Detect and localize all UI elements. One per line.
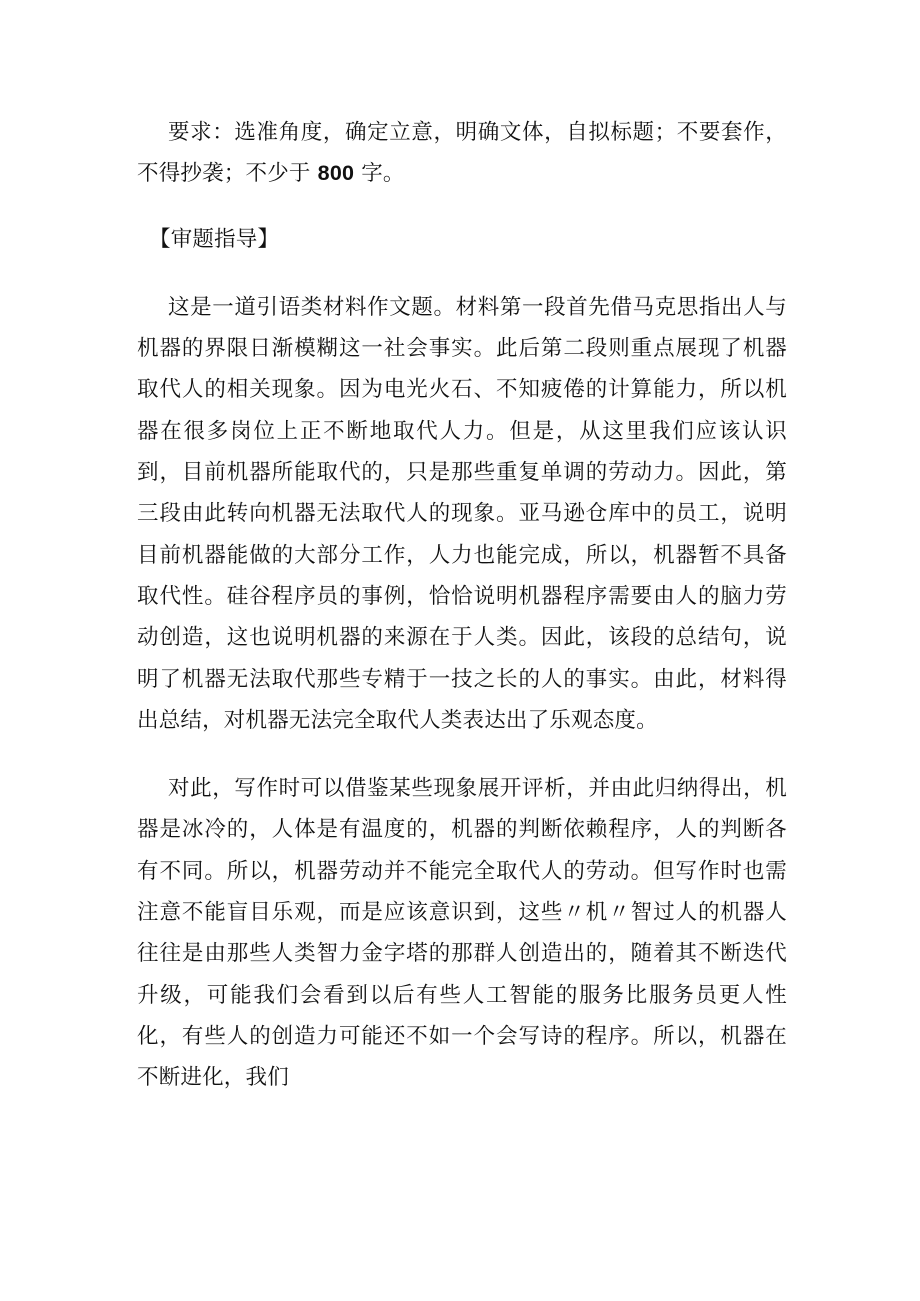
requirement-text-start: 要求：选准角度，确定立意，明确文体，自拟标题；不要套作，不得抄袭；不少于 [137,120,787,187]
word-count-number: 800 [317,161,355,186]
section-heading: 【审题指导】 [149,226,280,252]
requirement-paragraph [137,112,787,195]
writing-paragraph: 对此，写作时可以借鉴某些现象展开评析，并由此归纳得出，机器是冰冷的，人体是有温度的，机器的判断依赖程序，人的判断各有不同。所以，机器劳动并不能完全取代人的劳动。但写作时也需注意不能盲目乐观，而是应该意识到，这些〃机〃智过人的机器人往往是由那些人类智力金字塔的那群人创造出的，随着其不断迭代升级，可能我们会看到以后有些人工智能的服务比服务员更人性化，有些人的创造力可能还不如一个会写诗的程序。所以，机器在不断进化，我们 [137,776,787,1091]
guide-paragraph: 这是一道引语类材料作文题。材料第一段首先借马克思指出人与机器的界限日渐模糊这一社会事实。此后第二段则重点展现了机器取代人的相关现象。因为电光火石、不知疲倦的计算能力，所以机器在很多岗位上正不断地取代人力。但是，从这里我们应该认识到，目前机器所能取代的，只是那些重复单调的劳动力。因此，第三段由此转向机器无法取代人的现象。亚马逊仓库中的员工，说明目前机器能做的大部分工作，人力也能完成，所以，机器暂不具备取代性。硅谷程序员的事例，恰恰说明机器程序需要由人的脑力劳动创造，这也说明机器的来源在于人类。因此，该段的总结句，说明了机器无法取代那些专精于一技之长的人的事实。由此，材料得出总结，对机器无法完全取代人类表达出了乐观态度。 [137,294,787,733]
document-page [137,112,787,1099]
requirement-text-end: 字。 [361,161,405,187]
